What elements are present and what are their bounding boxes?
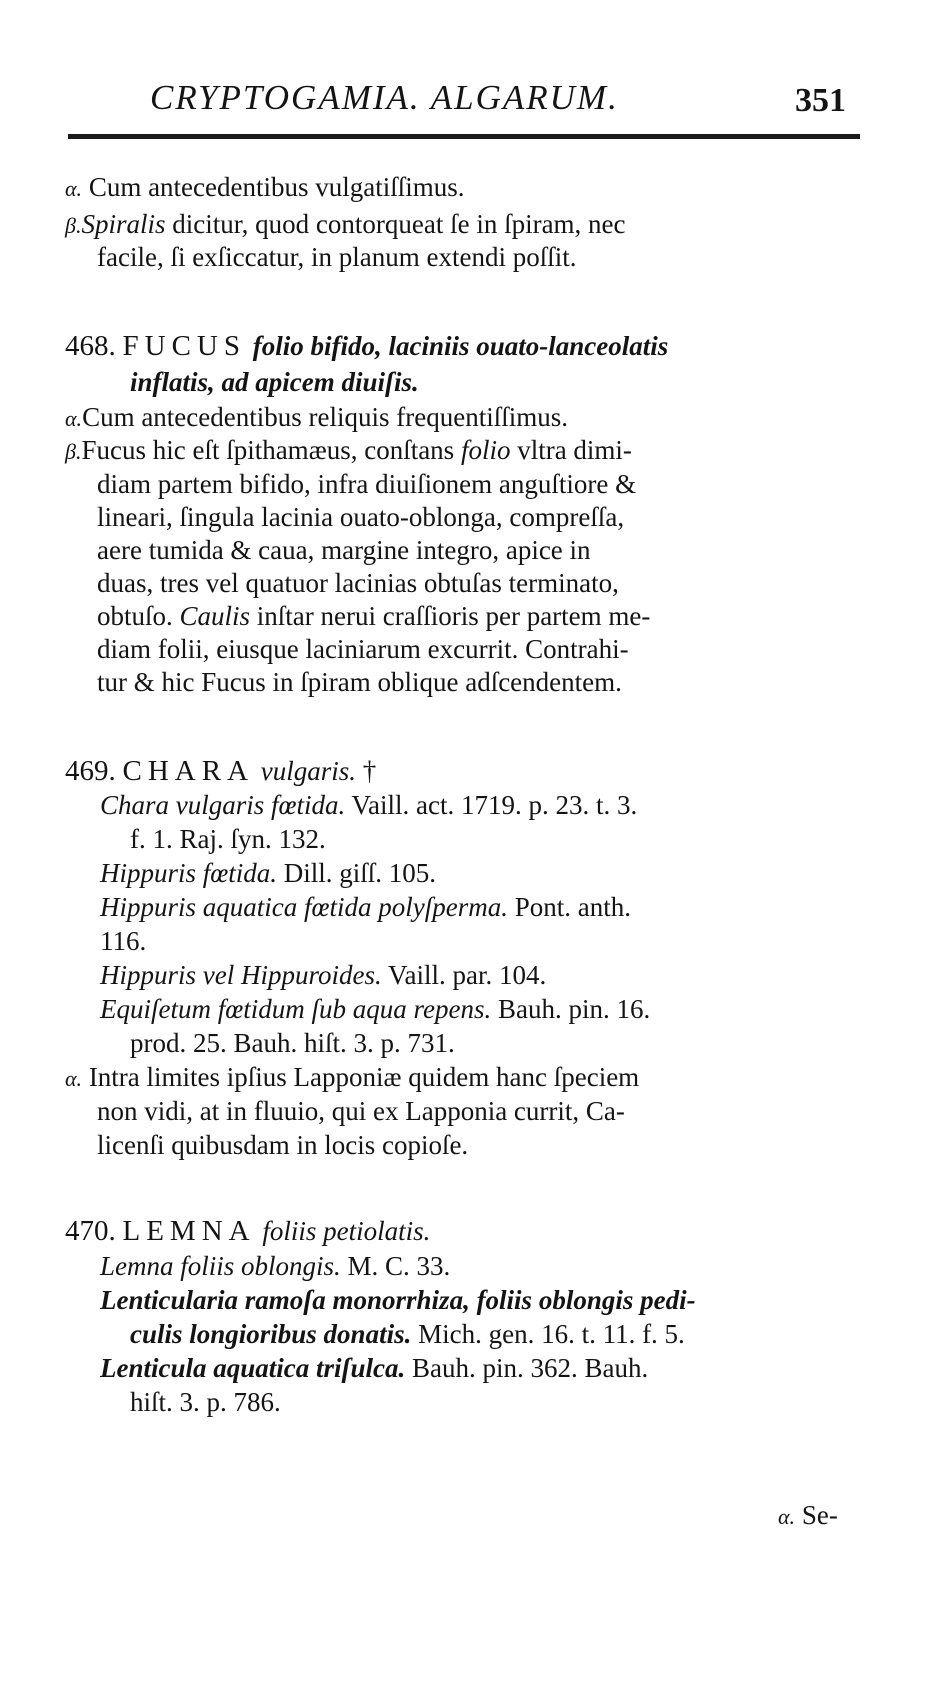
description-line: tur & hic Fucus in ſpiram oblique adſcendentem. <box>97 667 622 697</box>
description-line: duas, tres vel quatuor lacinias obtuſas terminato, <box>97 568 619 598</box>
synonym-line: Lemna foliis oblongis. M. C. 33. <box>100 1251 451 1281</box>
variety-beta-467-cont: facile, ſi exſiccatur, in planum extendi poſſit. <box>97 242 577 272</box>
description-line: aere tumida & caua, margine integro, apice in <box>97 535 591 565</box>
entry-heading-468-cont: inflatis, ad apicem diuiſis. <box>130 367 419 397</box>
synonym-line: Hippuris fœtida. Dill. giſſ. 105. <box>100 858 437 888</box>
entry-heading-470: 470. LEMNA foliis petiolatis. <box>65 1215 431 1247</box>
description-line: obtuſo. Caulis inſtar nerui craſſioris per partem me- <box>97 601 651 631</box>
variety-alpha-468: α.Cum antecedentibus reliquis frequentiſſimus. <box>65 402 568 432</box>
synonym-line: Chara vulgaris fœtida. Vaill. act. 1719. p. 23. t. 3. <box>100 790 638 820</box>
synonym-line-cont: culis longioribus donatis. Mich. gen. 16. t. 11. f. 5. <box>130 1319 685 1349</box>
catchword: α. Se- <box>778 1500 838 1530</box>
description-line: non vidi, at in fluuio, qui ex Lapponia currit, Ca- <box>97 1096 625 1126</box>
entry-heading-468: 468. FUCUS folio bifido, laciniis ouato-lanceolatis <box>65 330 669 362</box>
synonym-line: Hippuris aquatica fœtida polyſperma. Pont. anth. <box>100 892 632 922</box>
description-line: lineari, ſingula lacinia ouato-oblonga, compreſſa, <box>97 502 625 532</box>
synonym-line: Lenticula aquatica triſulca. Bauh. pin. 362. Bauh. <box>100 1353 649 1383</box>
running-title: CRYPTOGAMIA. ALGARUM. <box>150 78 619 117</box>
header-rule <box>68 134 860 139</box>
variety-alpha-469: α. Intra limites ipſius Lapponiæ quidem hanc ſpeciem <box>65 1062 640 1092</box>
description-line: licenſi quibusdam in locis copioſe. <box>97 1130 469 1160</box>
entry-heading-469: 469. CHARA vulgaris. † <box>65 755 377 787</box>
variety-alpha-467: α. Cum antecedentibus vulgatiſſimus. <box>65 172 465 202</box>
synonym-line: Lenticularia ramoſa monorrhiza, foliis oblongis pedi- <box>100 1285 696 1315</box>
synonym-line-cont: f. 1. Raj. ſyn. 132. <box>130 824 326 854</box>
page-number: 351 <box>795 82 846 119</box>
variety-beta-467: β.Spiralis dicitur, quod contorqueat ſe in ſpiram, nec <box>65 209 626 239</box>
synonym-line-cont: prod. 25. Bauh. hiſt. 3. p. 731. <box>130 1028 455 1058</box>
synonym-line: Hippuris vel Hippuroides. Vaill. par. 104. <box>100 960 547 990</box>
page-header <box>150 78 870 128</box>
synonym-line-cont: hiſt. 3. p. 786. <box>130 1387 281 1417</box>
synonym-line-cont: 116. <box>100 926 147 956</box>
description-line: diam folii, eiusque laciniarum excurrit. Contrahi- <box>97 634 629 664</box>
variety-beta-468: β.Fucus hic eſt ſpithamæus, conſtans folio vltra dimi- <box>65 435 632 465</box>
synonym-line: Equiſetum fœtidum ſub aqua repens. Bauh. pin. 16. <box>100 994 651 1024</box>
description-line: diam partem bifido, infra diuiſionem anguſtiore & <box>97 469 637 499</box>
